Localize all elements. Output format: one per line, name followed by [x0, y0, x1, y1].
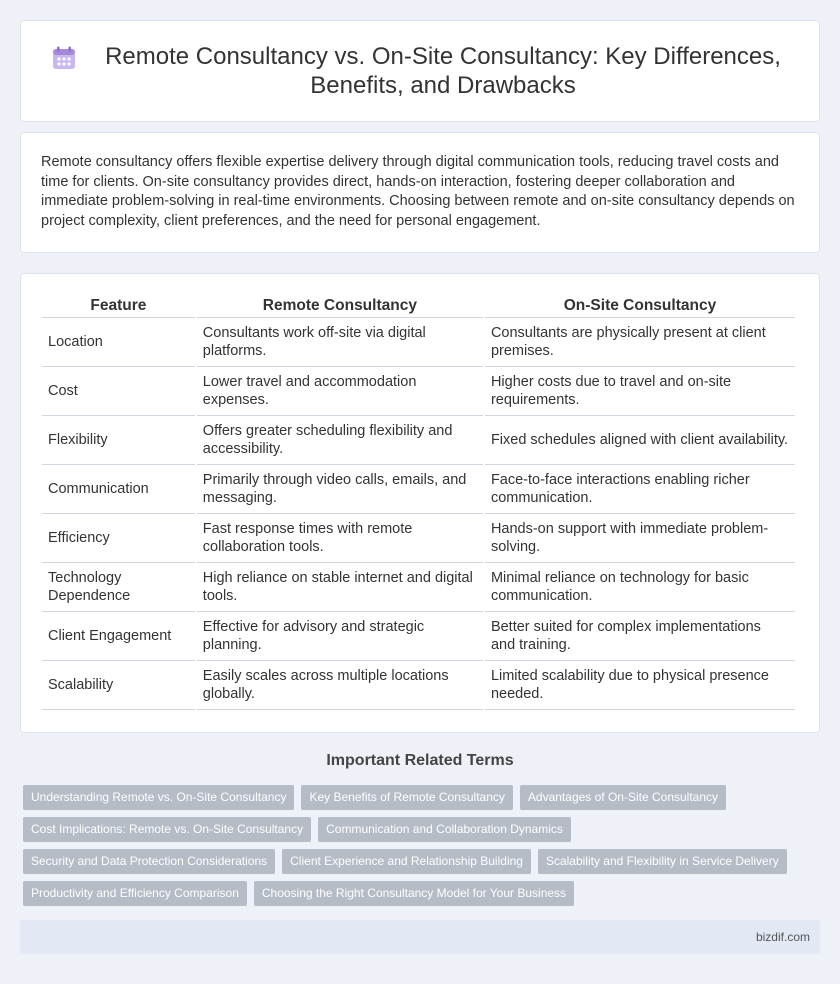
table-row [42, 563, 795, 612]
comparison-table [40, 294, 797, 710]
tag-row [23, 817, 823, 842]
feature-cell: Cost [42, 367, 195, 416]
table-row [42, 465, 795, 514]
onsite-cell: Limited scalability due to physical presence needed. [485, 661, 795, 710]
related-term-link[interactable]: Scalability and Flexibility in Service Delivery [538, 849, 787, 874]
related-term-link[interactable]: Communication and Collaboration Dynamics [318, 817, 571, 842]
remote-cell: Fast response times with remote collaboration tools. [197, 514, 483, 563]
remote-cell: Lower travel and accommodation expenses. [197, 367, 483, 416]
onsite-cell: Fixed schedules aligned with client availability. [485, 416, 795, 465]
table-row [42, 514, 795, 563]
onsite-cell: Higher costs due to travel and on-site requirements. [485, 367, 795, 416]
tag-row [23, 881, 823, 906]
table-row [42, 318, 795, 367]
related-term-link[interactable]: Understanding Remote vs. On-Site Consultancy [23, 785, 294, 810]
remote-cell: High reliance on stable internet and digital tools. [197, 563, 483, 612]
comparison-table-card [20, 273, 820, 733]
header-card [20, 20, 820, 122]
onsite-cell: Hands-on support with immediate problem-solving. [485, 514, 795, 563]
tag-row [23, 785, 823, 810]
onsite-cell: Minimal reliance on technology for basic communication. [485, 563, 795, 612]
related-terms-list [23, 785, 823, 913]
feature-cell: Client Engagement [42, 612, 195, 661]
feature-cell: Technology Dependence [42, 563, 195, 612]
remote-cell: Offers greater scheduling flexibility and accessibility. [197, 416, 483, 465]
remote-cell: Consultants work off-site via digital platforms. [197, 318, 483, 367]
remote-cell: Effective for advisory and strategic planning. [197, 612, 483, 661]
column-header-remote: Remote Consultancy [197, 294, 483, 318]
table-row [42, 612, 795, 661]
onsite-cell: Consultants are physically present at client premises. [485, 318, 795, 367]
column-header-onsite: On-Site Consultancy [485, 294, 795, 318]
related-term-link[interactable]: Choosing the Right Consultancy Model for Your Business [254, 881, 574, 906]
table-row [42, 661, 795, 710]
footer-site-link[interactable]: bizdif.com [755, 930, 810, 944]
related-term-link[interactable]: Advantages of On-Site Consultancy [520, 785, 726, 810]
related-term-link[interactable]: Key Benefits of Remote Consultancy [301, 785, 512, 810]
related-term-link[interactable]: Productivity and Efficiency Comparison [23, 881, 247, 906]
remote-cell: Easily scales across multiple locations globally. [197, 661, 483, 710]
feature-cell: Communication [42, 465, 195, 514]
intro-text: Remote consultancy offers flexible expertise delivery through digital communication tools, reducing travel costs and time for clients. On-site consultancy provides direct, hands-on interaction, fostering deeper collaboration and immediate problem-solving in real-time environments. Choosing between remote and on-site consultancy depends on project complexity, client preferences, and the need for personal engagement. [41, 154, 795, 229]
intro-card [20, 132, 820, 253]
table-header-row [42, 294, 795, 318]
feature-cell: Location [42, 318, 195, 367]
feature-cell: Flexibility [42, 416, 195, 465]
related-terms-title: Important Related Terms [326, 752, 514, 769]
feature-cell: Scalability [42, 661, 195, 710]
onsite-cell: Better suited for complex implementations and training. [485, 612, 795, 661]
footer [20, 920, 820, 954]
onsite-cell: Face-to-face interactions enabling richer communication. [485, 465, 795, 514]
related-term-link[interactable]: Security and Data Protection Considerations [23, 849, 275, 874]
tag-row [23, 849, 823, 874]
related-term-link[interactable]: Client Experience and Relationship Building [282, 849, 531, 874]
calendar-icon [51, 45, 77, 71]
feature-cell: Efficiency [42, 514, 195, 563]
remote-cell: Primarily through video calls, emails, and messaging. [197, 465, 483, 514]
column-header-feature: Feature [42, 294, 195, 318]
page-title: Remote Consultancy vs. On-Site Consultancy: Key Differences, Benefits, and Drawbacks [105, 43, 781, 99]
table-row [42, 367, 795, 416]
related-term-link[interactable]: Cost Implications: Remote vs. On-Site Consultancy [23, 817, 311, 842]
table-row [42, 416, 795, 465]
